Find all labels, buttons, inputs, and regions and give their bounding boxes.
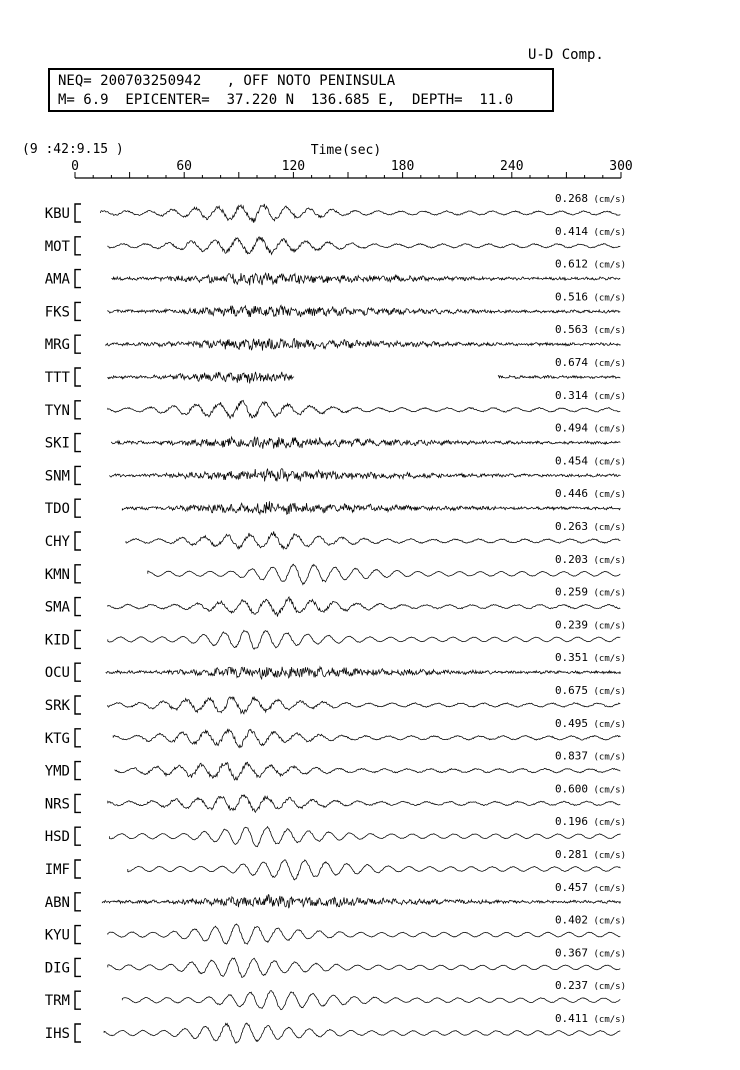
x-tick-label: 0	[71, 159, 79, 174]
station-label: SRK	[44, 698, 70, 714]
max-amplitude-value: 0.494	[554, 421, 589, 435]
station-label: YMD	[44, 763, 70, 780]
station-bracket	[75, 466, 81, 484]
x-tick-label: 300	[609, 159, 633, 174]
station-bracket	[75, 270, 81, 288]
amplitude-unit: (cm/s)	[588, 621, 626, 632]
station-label: TTT	[44, 370, 70, 386]
max-amplitude-label	[555, 881, 626, 894]
amplitude-unit: (cm/s)	[588, 818, 626, 829]
max-amplitude-value: 0.367	[554, 946, 589, 960]
station-bracket	[75, 729, 81, 747]
station-bracket	[75, 1024, 81, 1042]
max-amplitude-label	[555, 848, 626, 861]
station-bracket	[75, 335, 81, 353]
event-id-line: NEQ= 200703250942 , OFF NOTO PENINSULA	[58, 73, 396, 89]
seismogram-trace	[126, 531, 620, 549]
seismogram-trace	[122, 991, 620, 1010]
seismogram-trace	[108, 597, 621, 617]
seismogram-trace	[128, 860, 621, 880]
max-amplitude-label	[555, 815, 626, 828]
station-label: OCU	[44, 665, 70, 682]
station-label: TDO	[44, 501, 70, 518]
seismogram-trace	[106, 667, 621, 679]
station-label: KYU	[44, 927, 70, 944]
max-amplitude-value: 0.600	[554, 782, 589, 796]
amplitude-unit: (cm/s)	[588, 654, 626, 665]
seismogram-trace	[110, 469, 621, 482]
amplitude-unit: (cm/s)	[588, 916, 626, 927]
station-bracket	[75, 434, 81, 452]
amplitude-unit: (cm/s)	[588, 851, 626, 861]
station-bracket	[75, 302, 81, 320]
station-label: KTG	[44, 730, 70, 747]
max-amplitude-label	[555, 979, 626, 992]
max-amplitude-value: 0.259	[554, 585, 589, 599]
seismogram-trace	[111, 437, 620, 449]
event-params-line: M= 6.9 EPICENTER= 37.220 N 136.685 E, DEPTH= 11.0	[58, 92, 514, 108]
station-label: TRM	[44, 993, 70, 1010]
max-amplitude-label	[555, 750, 626, 763]
max-amplitude-value: 0.411	[554, 1012, 589, 1025]
seismogram-trace	[108, 924, 621, 944]
max-amplitude-label	[555, 454, 626, 467]
x-tick-label: 120	[281, 159, 306, 174]
max-amplitude-value: 0.281	[554, 848, 589, 861]
amplitude-unit: (cm/s)	[588, 752, 626, 763]
station-label: DIG	[44, 960, 70, 977]
amplitude-unit: (cm/s)	[588, 588, 626, 599]
amplitude-unit: (cm/s)	[588, 982, 626, 993]
max-amplitude-value: 0.203	[554, 552, 589, 566]
seismogram-trace	[108, 237, 621, 255]
station-bracket	[75, 958, 81, 976]
station-label: SKI	[44, 435, 70, 452]
x-tick-label: 240	[500, 159, 524, 174]
max-amplitude-label	[555, 553, 626, 566]
max-amplitude-label	[555, 225, 626, 238]
max-amplitude-value: 0.446	[554, 487, 589, 501]
x-axis	[71, 159, 633, 178]
station-bracket	[75, 827, 81, 845]
seismogram-trace	[110, 827, 621, 847]
max-amplitude-value: 0.563	[554, 323, 589, 337]
max-amplitude-value: 0.196	[554, 815, 589, 829]
max-amplitude-value: 0.402	[554, 913, 589, 927]
station-bracket	[75, 237, 81, 255]
seismogram-trace	[111, 273, 620, 285]
station-label: IMF	[44, 862, 70, 878]
max-amplitude-value: 0.457	[554, 880, 589, 894]
max-amplitude-label	[555, 618, 626, 631]
amplitude-unit: (cm/s)	[588, 555, 626, 566]
amplitude-unit: (cm/s)	[588, 359, 626, 369]
max-amplitude-label	[555, 651, 626, 664]
amplitude-unit: (cm/s)	[588, 785, 626, 796]
component-label: U-D Comp.	[528, 47, 604, 63]
x-tick-label: 180	[390, 159, 415, 174]
max-amplitude-label	[555, 914, 626, 927]
station-label: ABN	[44, 894, 70, 911]
station-label: CHY	[44, 534, 70, 550]
max-amplitude-label	[555, 389, 626, 402]
max-amplitude-value: 0.351	[554, 651, 589, 665]
max-amplitude-label	[555, 258, 626, 271]
station-bracket	[75, 630, 81, 648]
amplitude-unit: (cm/s)	[588, 260, 626, 271]
amplitude-unit: (cm/s)	[588, 391, 626, 402]
station-bracket	[75, 696, 81, 714]
amplitude-unit: (cm/s)	[588, 424, 626, 435]
max-amplitude-value: 0.837	[554, 749, 589, 763]
station-bracket	[75, 204, 81, 222]
amplitude-unit: (cm/s)	[588, 523, 626, 533]
max-amplitude-value: 0.495	[554, 716, 589, 730]
max-amplitude-value: 0.516	[554, 290, 589, 304]
seismogram-trace	[115, 762, 620, 780]
station-bracket	[75, 499, 81, 517]
station-bracket	[75, 762, 81, 780]
x-axis-title: Time(sec)	[310, 143, 382, 158]
station-label: SNM	[44, 468, 70, 485]
max-amplitude-value: 0.674	[554, 356, 589, 369]
seismogram-trace	[148, 564, 621, 584]
max-amplitude-label	[555, 717, 626, 730]
seismogram-trace	[122, 501, 620, 514]
station-label: HSD	[44, 829, 70, 846]
station-bracket	[75, 860, 81, 878]
station-bracket	[75, 926, 81, 944]
seismogram-trace	[108, 630, 621, 649]
max-amplitude-label	[555, 290, 626, 303]
max-amplitude-value: 0.239	[554, 618, 589, 632]
max-amplitude-value: 0.263	[554, 520, 589, 533]
max-amplitude-label	[555, 586, 626, 599]
amplitude-unit: (cm/s)	[588, 1015, 626, 1025]
station-label: MOT	[44, 238, 70, 255]
max-amplitude-label	[555, 323, 626, 336]
station-bracket	[75, 598, 81, 616]
max-amplitude-label	[555, 487, 626, 500]
station-bracket	[75, 565, 81, 583]
amplitude-unit: (cm/s)	[588, 293, 626, 304]
max-amplitude-label	[555, 520, 626, 533]
seismogram-trace	[108, 372, 621, 384]
seismogram-trace	[102, 895, 620, 909]
seismogram-trace	[108, 795, 621, 812]
amplitude-unit: (cm/s)	[588, 949, 626, 960]
station-label: IHS	[44, 1026, 70, 1042]
amplitude-unit: (cm/s)	[588, 326, 626, 337]
max-amplitude-value: 0.237	[554, 979, 589, 993]
start-time-label: (9 :42:9.15 )	[22, 142, 124, 157]
max-amplitude-value: 0.675	[554, 684, 589, 697]
amplitude-unit: (cm/s)	[588, 227, 626, 238]
max-amplitude-label	[555, 946, 626, 959]
seismogram-trace	[106, 339, 621, 351]
amplitude-unit: (cm/s)	[588, 883, 626, 894]
max-amplitude-value: 0.268	[554, 192, 589, 205]
amplitude-unit: (cm/s)	[588, 195, 626, 205]
station-label: FKS	[44, 304, 70, 321]
seismogram-trace	[108, 305, 621, 317]
max-amplitude-value: 0.454	[554, 454, 589, 468]
station-bracket	[75, 368, 81, 386]
station-label: KID	[44, 632, 70, 649]
station-label: AMA	[44, 271, 70, 288]
seismogram-trace	[108, 400, 621, 418]
max-amplitude-value: 0.314	[554, 388, 589, 402]
max-amplitude-label	[555, 684, 626, 697]
station-bracket	[75, 794, 81, 812]
max-amplitude-label	[555, 192, 626, 205]
station-label: TYN	[44, 402, 70, 419]
max-amplitude-value: 0.414	[554, 224, 589, 238]
station-bracket	[75, 532, 81, 550]
station-label: KBU	[44, 206, 70, 222]
station-bracket	[75, 401, 81, 419]
amplitude-unit: (cm/s)	[588, 457, 626, 468]
station-bracket	[75, 991, 81, 1009]
station-bracket	[75, 893, 81, 911]
seismogram-trace	[113, 729, 620, 747]
seismogram-trace	[101, 204, 621, 223]
seismogram-trace	[108, 697, 621, 714]
max-amplitude-label	[555, 422, 626, 435]
station-label: KMN	[44, 566, 70, 583]
amplitude-unit: (cm/s)	[588, 687, 626, 697]
max-amplitude-label	[555, 356, 626, 369]
seismogram-trace	[104, 1023, 620, 1043]
station-bracket	[75, 663, 81, 681]
traces-group	[45, 192, 626, 1043]
max-amplitude-label	[555, 782, 626, 795]
amplitude-unit: (cm/s)	[588, 719, 626, 730]
station-label: SMA	[44, 599, 70, 616]
max-amplitude-label	[555, 1012, 626, 1025]
max-amplitude-value: 0.612	[554, 257, 589, 271]
station-label: NRS	[44, 796, 70, 813]
seismogram-trace	[108, 958, 621, 977]
station-label: MRG	[44, 337, 70, 354]
amplitude-unit: (cm/s)	[588, 490, 626, 501]
x-tick-label: 60	[176, 159, 193, 174]
